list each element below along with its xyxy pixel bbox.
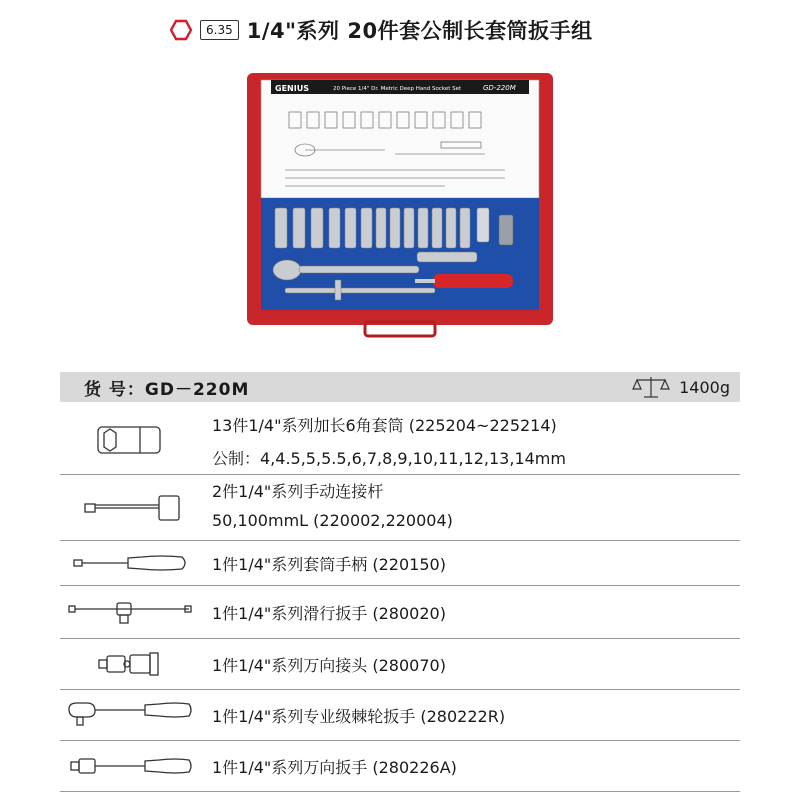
title-row bbox=[170, 15, 593, 45]
brand-logo: GENIUS bbox=[275, 84, 309, 93]
list-item bbox=[60, 475, 740, 541]
universal-joint-icon bbox=[60, 639, 200, 689]
list-item bbox=[60, 404, 740, 475]
scale-icon bbox=[631, 374, 671, 400]
weight bbox=[631, 374, 740, 400]
sliding-t-handle-icon bbox=[60, 586, 200, 638]
socket-handle-icon bbox=[60, 541, 200, 585]
weight-value: 1400g bbox=[679, 377, 730, 397]
part-number: 货 号：GD－220M bbox=[84, 379, 250, 400]
page-title: 1/4"系列 20件套公制长套筒扳手组 bbox=[246, 19, 593, 43]
hexagon-icon bbox=[170, 19, 192, 41]
ratchet-handle-icon bbox=[60, 690, 200, 740]
item-line: 2件1/4"系列手动连接杆 bbox=[212, 482, 384, 501]
item-line: 公制：4,4.5,5,5.5,6,7,8,9,10,11,12,13,14mm bbox=[212, 449, 566, 468]
lid-model: GD-220M bbox=[483, 84, 516, 92]
item-line: 1件1/4"系列滑行扳手 (280020) bbox=[212, 604, 446, 623]
spec-header bbox=[60, 372, 740, 402]
item-line: 50,100mmL (220002,220004) bbox=[212, 511, 453, 530]
lid-text: 20 Piece 1/4" Dr. Metric Deep Hand Socket Set bbox=[333, 86, 462, 92]
extension-bar-icon bbox=[60, 475, 200, 540]
item-line: 1件1/4"系列万向接头 (280070) bbox=[212, 656, 446, 675]
deep-socket-icon bbox=[60, 404, 200, 474]
size-badge: 6.35 bbox=[200, 20, 239, 40]
item-line: 13件1/4"系列加长6角套筒 (225204~225214) bbox=[212, 416, 557, 435]
flex-handle-icon bbox=[60, 741, 200, 791]
list-item bbox=[60, 541, 740, 586]
item-line: 1件1/4"系列套筒手柄 (220150) bbox=[212, 555, 446, 574]
list-item bbox=[60, 690, 740, 741]
product-photo bbox=[245, 70, 555, 340]
item-line: 1件1/4"系列万向扳手 (280226A) bbox=[212, 758, 457, 777]
list-item bbox=[60, 741, 740, 792]
list-item bbox=[60, 586, 740, 639]
item-line: 1件1/4"系列专业级棘轮扳手 (280222R) bbox=[212, 707, 506, 726]
list-item bbox=[60, 639, 740, 690]
